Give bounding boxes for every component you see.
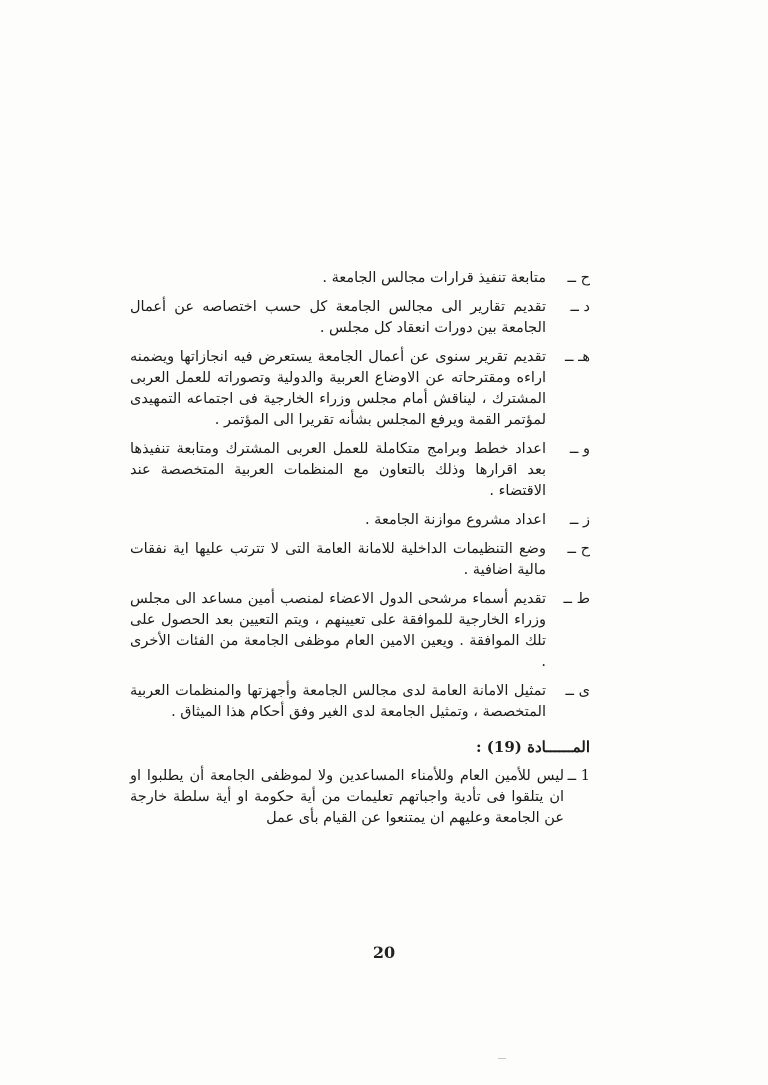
item-marker: د ــ: [570, 299, 590, 315]
item-marker: ز ــ: [569, 512, 590, 528]
article-paragraph: [130, 766, 590, 829]
list-item-waw: [130, 439, 590, 502]
list-item-ha-2: [130, 539, 590, 581]
item-marker: ح ــ: [567, 541, 590, 557]
item-marker: و ــ: [569, 441, 590, 457]
item-text: وضع التنظيمات الداخلية للامانة العامة التى لا تترتب عليها اية نفقات مالية اضافية .: [130, 541, 546, 578]
list-item-zay: [130, 510, 590, 531]
item-marker: ى ــ: [565, 683, 590, 699]
item-text: تقديم أسماء مرشحى الدول الاعضاء لمنصب أمين مساعد الى مجلس وزراء الخارجية للموافقة على تعيينهم ، ويتم التعيين بعد الحصول على تلك الموافقة . ويعين الامين العام موظفى الجامعة من الفئات الأخرى .: [130, 591, 546, 670]
list-item-he: [130, 347, 590, 431]
item-text: تقديم تقرير سنوى عن أعمال الجامعة يستعرض فيه انجازاتها ويضمنه اراءه ومقترحاته عن الاوضاع العربية والدولية وتصوراته للعمل العربى المشترك ، ليناقش أمام مجلس وزراء الخارجية فى اجتماعه التمهيدى لمؤتمر القمة ويرفع المجلس بشأنه تقريرا الى المؤتمر .: [130, 349, 546, 428]
paragraph-text: ليس للأمين العام وللأمناء المساعدين ولا لموظفى الجامعة أن يطلبوا او ان يتلقوا فى تأدية واجباتهم تعليمات من أية حكومة او أية سلطة خارجة عن الجامعة وعليهم ان يمتنعوا عن القيام بأى عمل: [130, 768, 564, 826]
item-marker: ط ــ: [563, 591, 590, 607]
list-item-ha: [130, 268, 590, 289]
item-text: تقديم تقارير الى مجالس الجامعة كل حسب اختصاصه عن أعمال الجامعة بين دورات انعقاد كل مجلس .: [130, 299, 546, 336]
item-text: تمثيل الامانة العامة لدى مجالس الجامعة وأجهزتها والمنظمات العربية المتخصصة ، وتمثيل الجامعة لدى الغير وفق أحكام هذا الميثاق .: [130, 683, 546, 720]
item-text: اعداد خطط وبرامج متكاملة للعمل العربى المشترك ومتابعة تنفيذها بعد اقرارها وذلك بالتعاون مع المنظمات العربية المتخصصة عند الاقتضاء .: [130, 441, 546, 499]
article-heading: المــــــادة (19) :: [476, 738, 590, 756]
list-item-dal: [130, 297, 590, 339]
scan-mark: [498, 1058, 506, 1059]
list-item-ya: [130, 681, 590, 723]
list-item-ta: [130, 589, 590, 673]
paragraph-marker: 1 ــ: [567, 768, 590, 784]
item-marker: هـ ــ: [565, 349, 590, 365]
item-marker: ح ــ: [567, 270, 590, 286]
item-text: متابعة تنفيذ قرارات مجالس الجامعة .: [322, 270, 546, 286]
document-body: [130, 268, 590, 829]
item-text: اعداد مشروع موازنة الجامعة .: [364, 512, 546, 528]
page-number: 20: [372, 943, 396, 962]
